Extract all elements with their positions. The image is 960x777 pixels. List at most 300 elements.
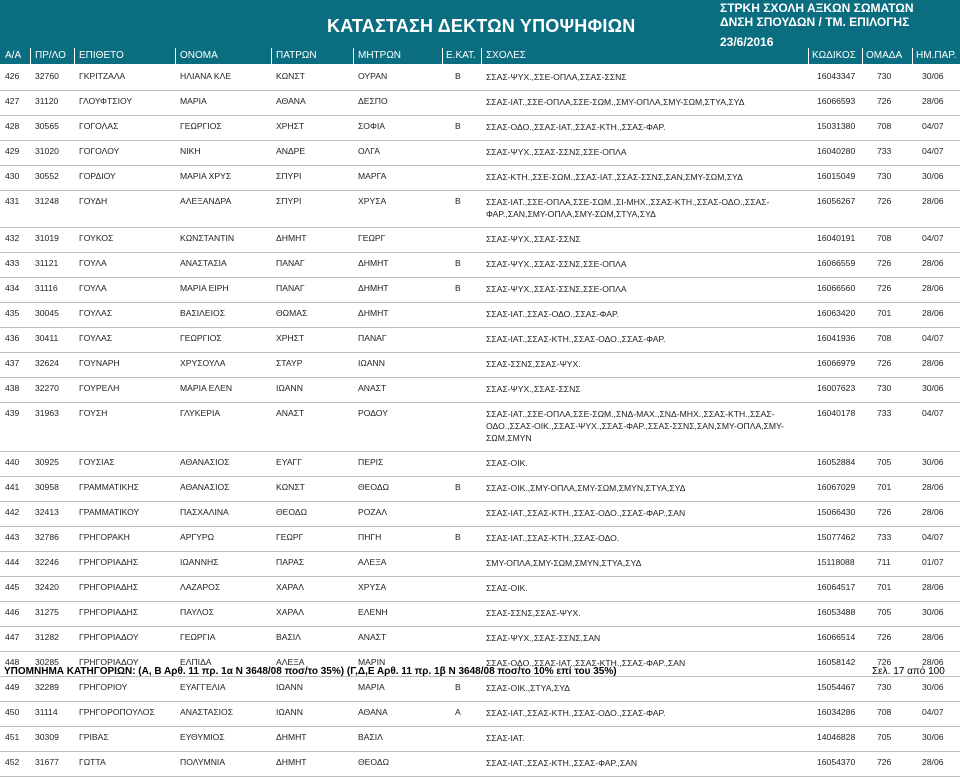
cell-date: 04/07	[922, 532, 944, 542]
cell-group: 730	[877, 383, 892, 393]
column-divider	[862, 48, 863, 64]
table-row	[0, 552, 960, 577]
cell-mother: ΟΥΡΑΝ	[358, 71, 388, 81]
table-row	[0, 602, 960, 627]
cell-date: 30/06	[922, 171, 944, 181]
cell-father: ΚΩΝΣΤ	[276, 482, 305, 492]
cell-group: 726	[877, 507, 892, 517]
cell-mother: ΔΗΜΗΤ	[358, 258, 389, 268]
cell-date: 30/06	[922, 607, 944, 617]
cell-aa: 443	[5, 532, 20, 542]
cell-surname: ΓΡΗΓΟΡΑΚΗ	[79, 532, 130, 542]
cell-name: ΜΑΡΙΑ ΧΡΥΣ	[180, 171, 232, 181]
cell-protocol: 30552	[35, 171, 59, 181]
cell-protocol: 31677	[35, 757, 59, 767]
cell-code: 16058142	[817, 657, 856, 667]
cell-date: 04/07	[922, 146, 944, 156]
cell-surname: ΓΟΥΣΗ	[79, 408, 108, 418]
cell-mother: ΣΟΦΙΑ	[358, 121, 385, 131]
cell-name: ΠΑΣΧΑΛΙΝΑ	[180, 507, 229, 517]
cell-schools: ΣΣΑΣ-ΟΙΚ.	[486, 458, 528, 468]
cell-surname: ΓΛΟΥΦΤΣΙΟΥ	[79, 96, 133, 106]
table-row	[0, 166, 960, 191]
cell-date: 04/07	[922, 233, 944, 243]
cell-group: 726	[877, 358, 892, 368]
cell-name: ΑΛΕΞΑΝΔΡΑ	[180, 196, 232, 206]
cell-aa: 433	[5, 258, 20, 268]
column-header-schools: ΣΧΟΛΕΣ	[486, 50, 526, 61]
cell-mother: ΡΟΔΟΥ	[358, 408, 388, 418]
cell-mother: ΘΕΟΔΩ	[358, 757, 390, 767]
cell-protocol: 32270	[35, 383, 59, 393]
table-row	[0, 141, 960, 166]
cell-name: ΝΙΚΗ	[180, 146, 201, 156]
cell-group: 701	[877, 308, 892, 318]
cell-name: ΠΟΛΥΜΝΙΑ	[180, 757, 226, 767]
cell-surname: ΓΡΑΜΜΑΤΙΚΗΣ	[79, 482, 139, 492]
cell-code: 16043347	[817, 71, 856, 81]
table-row	[0, 677, 960, 702]
cell-group: 726	[877, 757, 892, 767]
cell-father: ΣΠΥΡΙ	[276, 171, 302, 181]
cell-aa: 442	[5, 507, 20, 517]
cell-group: 730	[877, 682, 892, 692]
table-row	[0, 353, 960, 378]
cell-code: 16066593	[817, 96, 856, 106]
cell-father: ΔΗΜΗΤ	[276, 233, 307, 243]
cell-father: ΓΕΩΡΓ	[276, 532, 304, 542]
table-row	[0, 577, 960, 602]
cell-schools: ΣΣΑΣ-ΨΥΧ.,ΣΣΑΣ-ΣΣΝΣ	[486, 384, 581, 394]
cell-mother: ΕΛΕΝΗ	[358, 607, 388, 617]
cell-code: 16052884	[817, 457, 856, 467]
cell-code: 16067029	[817, 482, 856, 492]
cell-protocol: 31020	[35, 146, 59, 156]
cell-mother: ΔΗΜΗΤ	[358, 283, 389, 293]
cell-group: 705	[877, 457, 892, 467]
column-divider	[912, 48, 913, 64]
cell-aa: 448	[5, 657, 20, 667]
cell-father: ΑΝΔΡΕ	[276, 146, 306, 156]
table-row	[0, 378, 960, 403]
cell-name: ΑΘΑΝΑΣΙΟΣ	[180, 457, 230, 467]
cell-date: 30/06	[922, 383, 944, 393]
table-row	[0, 278, 960, 303]
cell-protocol: 31121	[35, 258, 59, 268]
cell-mother: ΑΛΕΞΑ	[358, 557, 387, 567]
cell-protocol: 31248	[35, 196, 59, 206]
cell-surname: ΓΟΥΣΙΑΣ	[79, 457, 115, 467]
cell-name: ΕΥΑΓΓΕΛΙΑ	[180, 682, 226, 692]
cell-protocol: 30411	[35, 333, 59, 343]
cell-father: ΧΑΡΑΛ	[276, 607, 305, 617]
cell-code: 16056267	[817, 196, 856, 206]
cell-protocol: 30925	[35, 457, 59, 467]
cell-mother: ΓΕΩΡΓ	[358, 233, 386, 243]
cell-date: 04/07	[922, 408, 944, 418]
cell-protocol: 30565	[35, 121, 59, 131]
cell-schools: ΣΣΑΣ-ΟΙΚ.,ΣΤΥΑ,ΣΥΔ	[486, 683, 571, 693]
cell-date: 04/07	[922, 333, 944, 343]
cell-name: ΑΘΑΝΑΣΙΟΣ	[180, 482, 230, 492]
cell-date: 30/06	[922, 682, 944, 692]
cell-father: ΚΩΝΣΤ	[276, 71, 305, 81]
cell-name: ΙΩΑΝΝΗΣ	[180, 557, 219, 567]
cell-name: ΒΑΣΙΛΕΙΟΣ	[180, 308, 226, 318]
cell-group: 705	[877, 607, 892, 617]
cell-protocol: 31282	[35, 632, 59, 642]
cell-schools: ΣΣΑΣ-ΟΔΟ.,ΣΣΑΣ-ΙΑΤ.,ΣΣΑΣ-ΚΤΗ.,ΣΣΑΣ-ΦΑΡ.	[486, 122, 666, 132]
cell-name: ΑΝΑΣΤΑΣΙΑ	[180, 258, 227, 268]
cell-surname: ΓΟΥΚΟΣ	[79, 233, 114, 243]
table-row	[0, 303, 960, 328]
cell-father: ΣΤΑΥΡ	[276, 358, 303, 368]
cell-date: 30/06	[922, 732, 944, 742]
table-row	[0, 627, 960, 652]
cell-father: ΠΑΝΑΓ	[276, 283, 305, 293]
cell-mother: ΑΘΑΝΑ	[358, 707, 388, 717]
cell-schools: ΣΣΑΣ-ΙΑΤ.,ΣΣΕ-ΟΠΛΑ,ΣΣΕ-ΣΩΜ.,ΣΙ-ΜΗΧ.,ΣΣΑΣ-ΚΤΗ.,ΣΣΑΣ-ΟΔΟ.,ΣΣΑΣ-ΦΑΡ.,ΣΑΝ,ΣΜΥ-ΟΠΛΑ,ΣΜΥ-ΣΩΜ,ΣΤΥΑ,ΣΥΔ	[486, 197, 770, 219]
cell-father: ΔΗΜΗΤ	[276, 732, 307, 742]
cell-date: 28/06	[922, 757, 944, 767]
table-row	[0, 328, 960, 353]
column-header-date: ΗΜ.ΠΑΡ.	[916, 50, 957, 61]
column-divider	[175, 48, 176, 64]
cell-aa: 427	[5, 96, 20, 106]
cell-father: ΒΑΣΙΛ	[276, 632, 301, 642]
cell-schools: ΣΣΑΣ-ΙΑΤ.,ΣΣΑΣ-ΚΤΗ.,ΣΣΑΣ-ΟΔΟ.	[486, 533, 620, 543]
cell-protocol: 31114	[35, 707, 58, 717]
cell-code: 16066979	[817, 358, 856, 368]
cell-father: ΑΝΑΣΤ	[276, 408, 305, 418]
table-row	[0, 752, 960, 777]
cell-surname: ΓΡΗΓΟΡΟΠΟΥΛΟΣ	[79, 707, 155, 717]
cell-surname: ΓΟΓΟΛΟΥ	[79, 146, 120, 156]
cell-surname: ΓΚΡΙΤΖΑΛΑ	[79, 71, 126, 81]
cell-date: 30/06	[922, 71, 944, 81]
cell-date: 28/06	[922, 308, 944, 318]
cell-aa: 452	[5, 757, 20, 767]
cell-name: ΕΥΘΥΜΙΟΣ	[180, 732, 225, 742]
school-name: ΣΤΡΚΗ ΣΧΟΛΗ ΑΞΚΩΝ ΣΩΜΑΤΩΝ	[720, 1, 914, 15]
cell-group: 726	[877, 632, 892, 642]
cell-aa: 435	[5, 308, 20, 318]
cell-schools: ΣΣΑΣ-ΙΑΤ.,ΣΣΑΣ-ΚΤΗ.,ΣΣΑΣ-ΟΔΟ.,ΣΣΑΣ-ΦΑΡ.	[486, 708, 666, 718]
cell-category: Α	[455, 707, 461, 717]
cell-aa: 428	[5, 121, 20, 131]
cell-mother: ΡΟΖΑΛ	[358, 507, 388, 517]
cell-date: 28/06	[922, 657, 944, 667]
cell-date: 04/07	[922, 707, 944, 717]
table-row	[0, 502, 960, 527]
cell-schools: ΣΣΑΣ-ΨΥΧ.,ΣΣΑΣ-ΣΣΝΣ	[486, 234, 581, 244]
cell-name: ΓΛΥΚΕΡΙΑ	[180, 408, 221, 418]
cell-mother: ΙΩΑΝΝ	[358, 358, 385, 368]
cell-protocol: 32246	[35, 557, 59, 567]
column-header-category: Ε.ΚΑΤ.	[446, 50, 476, 61]
cell-schools: ΣΣΑΣ-ΙΑΤ.,ΣΣΑΣ-ΚΤΗ.,ΣΣΑΣ-ΟΔΟ.,ΣΣΑΣ-ΦΑΡ.	[486, 334, 666, 344]
cell-aa: 449	[5, 682, 20, 692]
cell-date: 04/07	[922, 121, 944, 131]
cell-date: 28/06	[922, 283, 944, 293]
cell-category: Β	[455, 71, 461, 81]
cell-aa: 450	[5, 707, 20, 717]
column-divider	[30, 48, 31, 64]
table-row	[0, 116, 960, 141]
cell-schools: ΣΣΑΣ-ΙΑΤ.,ΣΣΑΣ-ΟΔΟ.,ΣΣΑΣ-ΦΑΡ.	[486, 309, 620, 319]
cell-date: 28/06	[922, 582, 944, 592]
cell-category: Β	[455, 121, 461, 131]
cell-code: 16064517	[817, 582, 856, 592]
cell-schools: ΣΣΑΣ-ΨΥΧ.,ΣΣΕ-ΟΠΛΑ,ΣΣΑΣ-ΣΣΝΣ	[486, 72, 627, 82]
cell-schools: ΣΜΥ-ΟΠΛΑ,ΣΜΥ-ΣΩΜ,ΣΜΥΝ,ΣΤΥΑ,ΣΥΔ	[486, 558, 642, 568]
cell-mother: ΠΗΓΗ	[358, 532, 382, 542]
cell-mother: ΑΝΑΣΤ	[358, 632, 387, 642]
cell-date: 28/06	[922, 196, 944, 206]
column-header-code: ΚΩΔΙΚΟΣ	[812, 50, 856, 61]
cell-group: 708	[877, 233, 892, 243]
cell-surname: ΓΡΗΓΟΡΙΑΔΗΣ	[79, 582, 139, 592]
cell-aa: 451	[5, 732, 20, 742]
cell-surname: ΓΩΤΤΑ	[79, 757, 106, 767]
table-row	[0, 702, 960, 727]
cell-surname: ΓΡΗΓΟΡΙΑΔΟΥ	[79, 632, 139, 642]
cell-surname: ΓΡΑΜΜΑΤΙΚΟΥ	[79, 507, 140, 517]
cell-aa: 447	[5, 632, 20, 642]
cell-schools: ΣΣΑΣ-ΙΑΤ.,ΣΣΕ-ΟΠΛΑ,ΣΣΕ-ΣΩΜ.,ΣΝΔ-ΜΑΧ.,ΣΝΔ-ΜΗΧ.,ΣΣΑΣ-ΚΤΗ.,ΣΣΑΣ-ΟΔΟ.,ΣΣΑΣ-ΟΙΚ.,ΣΣΑΣ-ΨΥΧ.,ΣΣΑΣ-ΦΑΡ.,ΣΣΑΣ-ΣΣΝΣ,ΣΑΝ,ΣΜΥ-ΟΠΛΑ,ΣΜΥ-ΣΩΜ,ΣΜΥΝ	[486, 409, 784, 443]
cell-code: 16054370	[817, 757, 856, 767]
cell-aa: 436	[5, 333, 20, 343]
column-divider	[442, 48, 443, 64]
cell-group: 705	[877, 732, 892, 742]
cell-mother: ΠΕΡΙΣ	[358, 457, 384, 467]
cell-surname: ΓΡΗΓΟΡΙΟΥ	[79, 682, 128, 692]
cell-schools: ΣΣΑΣ-ΙΑΤ.,ΣΣΑΣ-ΚΤΗ.,ΣΣΑΣ-ΟΔΟ.,ΣΣΑΣ-ΦΑΡ.,ΣΑΝ	[486, 508, 686, 518]
cell-aa: 432	[5, 233, 20, 243]
cell-aa: 439	[5, 408, 20, 418]
cell-protocol: 32786	[35, 532, 59, 542]
table-row	[0, 228, 960, 253]
table-row	[0, 477, 960, 502]
cell-father: ΕΥΑΓΓ	[276, 457, 303, 467]
cell-group: 711	[877, 557, 891, 567]
cell-father: ΧΑΡΑΛ	[276, 582, 305, 592]
column-divider	[481, 48, 482, 64]
cell-surname: ΓΟΥΡΕΛΗ	[79, 383, 120, 393]
cell-protocol: 31963	[35, 408, 59, 418]
cell-schools: ΣΣΑΣ-ΨΥΧ.,ΣΣΑΣ-ΣΣΝΣ,ΣΣΕ-ΟΠΛΑ	[486, 259, 627, 269]
cell-protocol: 32413	[35, 507, 59, 517]
cell-name: ΑΝΑΣΤΑΣΙΟΣ	[180, 707, 234, 717]
cell-name: ΜΑΡΙΑ	[180, 96, 207, 106]
cell-aa: 429	[5, 146, 20, 156]
cell-group: 733	[877, 408, 892, 418]
cell-code: 16066559	[817, 258, 856, 268]
cell-date: 30/06	[922, 457, 944, 467]
cell-name: ΜΑΡΙΑ ΕΙΡΗ	[180, 283, 229, 293]
cell-group: 733	[877, 146, 892, 156]
table-row	[0, 66, 960, 91]
cell-schools: ΣΣΑΣ-ΨΥΧ.,ΣΣΑΣ-ΣΣΝΣ,ΣΣΕ-ΟΠΛΑ	[486, 147, 627, 157]
cell-group: 708	[877, 707, 892, 717]
cell-surname: ΓΟΡΔΙΟΥ	[79, 171, 116, 181]
cell-surname: ΓΟΥΛΑ	[79, 258, 107, 268]
cell-father: ΠΑΝΑΓ	[276, 258, 305, 268]
column-divider	[271, 48, 272, 64]
table-row	[0, 727, 960, 752]
cell-surname: ΓΡΗΓΟΡΙΑΔΟΥ	[79, 657, 139, 667]
cell-date: 28/06	[922, 358, 944, 368]
cell-code: 15054467	[817, 682, 856, 692]
cell-father: ΙΩΑΝΝ	[276, 682, 303, 692]
cell-mother: ΟΛΓΑ	[358, 146, 380, 156]
cell-category: Β	[455, 532, 461, 542]
document-date: 23/6/2016	[720, 35, 774, 49]
cell-code: 16053488	[817, 607, 856, 617]
cell-father: ΣΠΥΡΙ	[276, 196, 302, 206]
cell-father: ΘΕΟΔΩ	[276, 507, 308, 517]
cell-mother: ΠΑΝΑΓ	[358, 333, 387, 343]
column-header-aa: Α/Α	[5, 50, 22, 61]
category-legend: ΥΠΟΜΝΗΜΑ ΚΑΤΗΓΟΡΙΩΝ: (Α, Β Αρθ. 11 πρ. 1α Ν 3648/08 ποσ/το 35%) (Γ,Δ,Ε Αρθ. 11 πρ. 1β Ν 3648/08 ποσ/το 10% επί του 35%)	[4, 666, 617, 677]
cell-protocol: 31120	[35, 96, 59, 106]
cell-mother: ΑΝΑΣΤ	[358, 383, 387, 393]
cell-father: ΧΡΗΣΤ	[276, 333, 305, 343]
cell-aa: 437	[5, 358, 20, 368]
cell-aa: 440	[5, 457, 20, 467]
cell-date: 28/06	[922, 632, 944, 642]
cell-name: ΕΛΠΙΔΑ	[180, 657, 212, 667]
cell-surname: ΓΟΥΝΑΡΗ	[79, 358, 120, 368]
cell-aa: 446	[5, 607, 20, 617]
cell-mother: ΜΑΡΓΑ	[358, 171, 387, 181]
cell-date: 28/06	[922, 258, 944, 268]
cell-father: ΙΩΑΝΝ	[276, 707, 303, 717]
cell-code: 16041936	[817, 333, 856, 343]
cell-name: ΠΑΥΛΟΣ	[180, 607, 214, 617]
cell-schools: ΣΣΑΣ-ΨΥΧ.,ΣΣΑΣ-ΣΣΝΣ,ΣΣΕ-ΟΠΛΑ	[486, 284, 627, 294]
cell-protocol: 30285	[35, 657, 59, 667]
cell-surname: ΓΡΗΓΟΡΙΑΔΗΣ	[79, 557, 139, 567]
cell-surname: ΓΟΥΛΑΣ	[79, 308, 113, 318]
column-header-surname: ΕΠΙΘΕΤΟ	[79, 50, 124, 61]
column-header-father: ΠΑΤΡΩΝ	[276, 50, 317, 61]
cell-category: Β	[455, 482, 461, 492]
cell-name: ΓΕΩΡΓΙΟΣ	[180, 121, 222, 131]
cell-name: ΚΩΝΣΤΑΝΤΙΝ	[180, 233, 235, 243]
column-header-group: ΟΜΑΔΑ	[866, 50, 903, 61]
cell-code: 16007623	[817, 383, 856, 393]
cell-name: ΑΡΓΥΡΩ	[180, 532, 215, 542]
cell-code: 15031380	[817, 121, 856, 131]
cell-father: ΑΘΑΝΑ	[276, 96, 306, 106]
cell-code: 16040178	[817, 408, 856, 418]
cell-category: Β	[455, 682, 461, 692]
cell-protocol: 31019	[35, 233, 59, 243]
cell-mother: ΒΑΣΙΛ	[358, 732, 383, 742]
cell-protocol: 30045	[35, 308, 59, 318]
table-row	[0, 191, 960, 228]
cell-surname: ΓΟΓΟΛΑΣ	[79, 121, 119, 131]
table-row	[0, 403, 960, 452]
cell-schools: ΣΣΑΣ-ΙΑΤ.	[486, 733, 525, 743]
cell-group: 730	[877, 71, 892, 81]
cell-mother: ΔΗΜΗΤ	[358, 308, 389, 318]
cell-mother: ΔΕΣΠΟ	[358, 96, 388, 106]
cell-code: 14046828	[817, 732, 856, 742]
cell-aa: 426	[5, 71, 20, 81]
cell-name: ΓΕΩΡΓΙΟΣ	[180, 333, 222, 343]
cell-aa: 431	[5, 196, 20, 206]
cell-schools: ΣΣΑΣ-ΣΣΝΣ,ΣΣΑΣ-ΨΥΧ.	[486, 608, 581, 618]
cell-protocol: 31275	[35, 607, 59, 617]
department-name: ΔΝΣΗ ΣΠΟΥΔΩΝ / ΤΜ. ΕΠΙΛΟΓΗΣ	[720, 15, 910, 29]
cell-category: Β	[455, 283, 461, 293]
column-divider	[353, 48, 354, 64]
cell-group: 733	[877, 532, 892, 542]
page-number: Σελ. 17 από 100	[872, 666, 945, 677]
column-divider	[74, 48, 75, 64]
cell-name: ΗΛΙΑΝΑ ΚΛΕ	[180, 71, 232, 81]
cell-protocol: 32624	[35, 358, 59, 368]
column-divider	[808, 48, 809, 64]
cell-protocol: 32289	[35, 682, 59, 692]
cell-code: 16040280	[817, 146, 856, 156]
cell-mother: ΧΡΥΣΑ	[358, 196, 387, 206]
cell-schools: ΣΣΑΣ-ΚΤΗ.,ΣΣΕ-ΣΩΜ.,ΣΣΑΣ-ΙΑΤ.,ΣΣΑΣ-ΣΣΝΣ,ΣΑΝ,ΣΜΥ-ΣΩΜ,ΣΥΔ	[486, 172, 743, 182]
cell-surname: ΓΟΥΔΗ	[79, 196, 108, 206]
cell-date: 28/06	[922, 96, 944, 106]
cell-father: ΔΗΜΗΤ	[276, 757, 307, 767]
cell-name: ΓΕΩΡΓΙΑ	[180, 632, 216, 642]
cell-father: ΙΩΑΝΝ	[276, 383, 303, 393]
cell-group: 726	[877, 96, 892, 106]
cell-father: ΧΡΗΣΤ	[276, 121, 305, 131]
cell-group: 701	[877, 582, 892, 592]
cell-date: 01/07	[922, 557, 944, 567]
cell-code: 16066560	[817, 283, 856, 293]
cell-code: 15077462	[817, 532, 856, 542]
cell-protocol: 32420	[35, 582, 59, 592]
cell-aa: 434	[5, 283, 20, 293]
cell-aa: 441	[5, 482, 20, 492]
cell-mother: ΜΑΡΙΝ	[358, 657, 386, 667]
cell-father: ΠΑΡΑΣ	[276, 557, 305, 567]
cell-code: 15066430	[817, 507, 856, 517]
cell-name: ΜΑΡΙΑ ΕΛΕΝ	[180, 383, 233, 393]
cell-mother: ΜΑΡΙΑ	[358, 682, 385, 692]
table-row	[0, 253, 960, 278]
cell-group: 726	[877, 283, 892, 293]
cell-protocol: 30958	[35, 482, 59, 492]
cell-code: 16063420	[817, 308, 856, 318]
table-row	[0, 91, 960, 116]
cell-name: ΧΡΥΣΟΥΛΑ	[180, 358, 226, 368]
cell-group: 701	[877, 482, 892, 492]
cell-protocol: 30309	[35, 732, 59, 742]
column-header-mother: ΜΗΤΡΩΝ	[358, 50, 402, 61]
cell-category: Β	[455, 258, 461, 268]
cell-group: 730	[877, 171, 892, 181]
cell-surname: ΓΡΗΓΟΡΙΑΔΗΣ	[79, 607, 139, 617]
cell-aa: 445	[5, 582, 20, 592]
cell-schools: ΣΣΑΣ-ΙΑΤ.,ΣΣΕ-ΟΠΛΑ,ΣΣΕ-ΣΩΜ.,ΣΜΥ-ΟΠΛΑ,ΣΜΥ-ΣΩΜ,ΣΤΥΑ,ΣΥΔ	[486, 97, 745, 107]
document-header	[0, 0, 960, 64]
cell-group: 726	[877, 657, 892, 667]
cell-group: 726	[877, 196, 892, 206]
cell-schools: ΣΣΑΣ-ΣΣΝΣ,ΣΣΑΣ-ΨΥΧ.	[486, 359, 581, 369]
cell-surname: ΓΟΥΛΑ	[79, 283, 107, 293]
